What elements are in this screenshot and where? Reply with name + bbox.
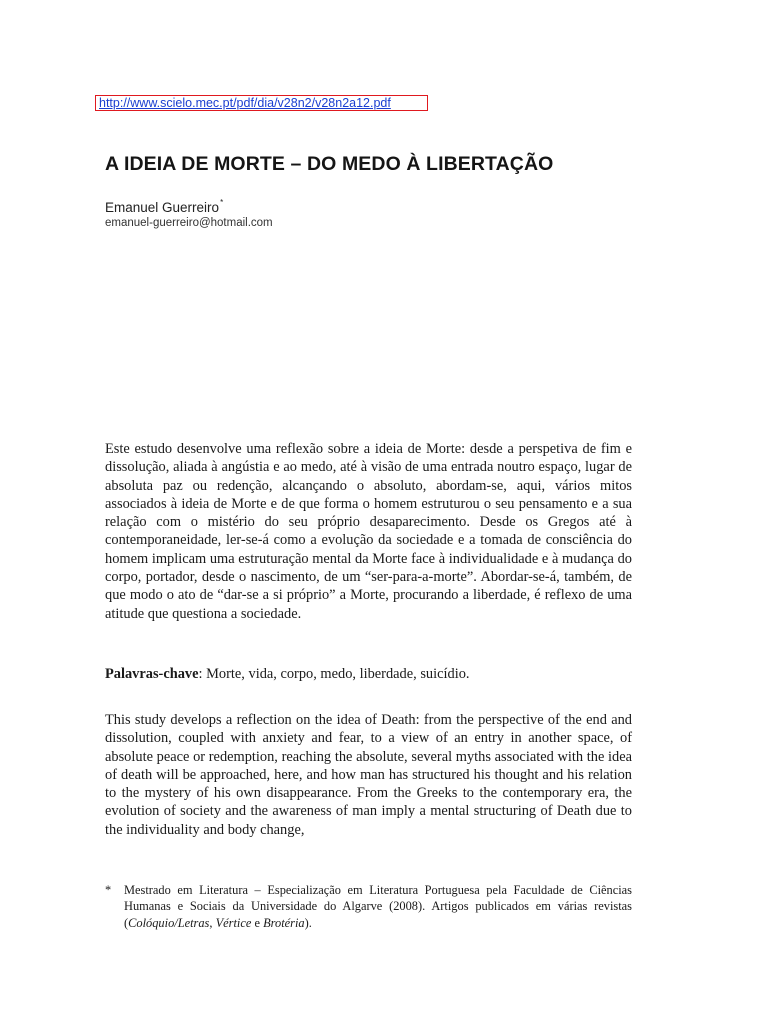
- abstract-english: This study develops a reflection on the idea of Death: from the perspective of the end and dissolution, coupled with anxiety and fear, to a view of an entry in another space, of absolute peace or redemption, reaching the absolute, several myths associated with the idea of death will be approached, here, and how man has structured his thought and his relation to the mystery of his own disappearance. From the Greeks to the contemporary era, the evolution of society and the awareness of man imply a mental structuring of Death due to the individuality and body change,: [105, 712, 632, 838]
- journal-vertice: Vértice: [215, 915, 252, 930]
- keywords-label: Palavras-chave: [105, 666, 199, 682]
- footnote-text-main: Mestrado em Literatura – Especialização em Literatura Portuguesa pela Faculdade de Ciências Humanas e Sociais da Universidade do Algarve (2008). Artigos publicados em várias revistas (: [124, 883, 632, 930]
- footnote: [105, 882, 632, 931]
- author-line: [105, 198, 223, 215]
- footnote-text-end: ).: [304, 915, 312, 930]
- source-url-link[interactable]: http://www.scielo.mec.pt/pdf/dia/v28n2/v28n2a12.pdf: [95, 95, 428, 111]
- author-name: Emanuel Guerreiro: [105, 200, 220, 215]
- author-email: emanuel-guerreiro@hotmail.com: [105, 217, 273, 229]
- footnote-text: [124, 882, 632, 931]
- journal-coloquio-letras: Colóquio/Letras: [128, 915, 210, 930]
- journal-broteria: Brotéria: [263, 915, 305, 930]
- abstract-portuguese: Este estudo desenvolve uma reflexão sobre a ideia de Morte: desde a perspetiva de fim e dissolução, aliada à angústia e ao medo, até à visão de uma entrada noutro espaço, lugar de absoluta paz ou redenção, alcançando o absoluto, abordam-se, aqui, vários mitos associados à ideia de Morte e de que forma o homem estruturou o seu pensamento e a sua relação com o mistério do seu próprio desaparecimento. Desde os Gregos até à contemporaneidade, ler-se-á como a evolução da sociedade e a tomada de consciência do homem implicam uma estruturação mental da Morte face à individualidade e à mudança do corpo, portador, desde o nascimento, de um “ser-para-a-morte”. Abordar-se-á, também, de que modo o ato de “dar-se a si próprio” a Morte, procurando a liberdade, é reflexo de uma atitude que questiona a sociedade.: [105, 441, 632, 622]
- author-footnote-marker: *: [220, 198, 224, 207]
- footnote-separator-1: ,: [209, 915, 216, 930]
- footnote-marker: *: [105, 883, 112, 897]
- footnote-separator-2: e: [251, 915, 264, 930]
- article-title: A IDEIA DE MORTE – DO MEDO À LIBERTAÇÃO: [105, 153, 554, 175]
- keywords-values: Morte, vida, corpo, medo, liberdade, suicídio.: [206, 666, 470, 682]
- keywords-line: Palavras-chave: Morte, vida, corpo, medo, liberdade, suicídio.: [105, 666, 470, 682]
